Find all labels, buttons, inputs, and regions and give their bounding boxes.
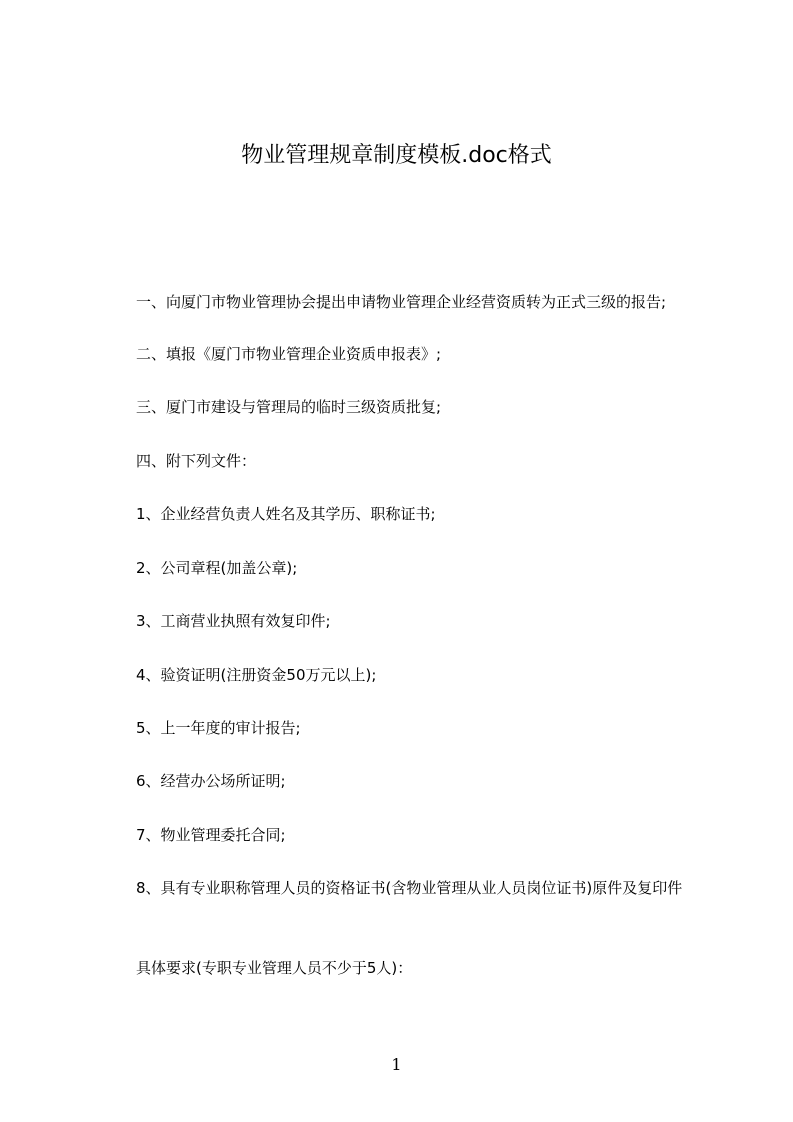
list-item-1: 1、企业经营负责人姓名及其学历、职称证书; (136, 505, 436, 523)
paragraph-3: 三、厦门市建设与管理局的临时三级资质批复; (136, 398, 442, 416)
list-item-3: 3、工商营业执照有效复印件; (136, 612, 331, 630)
list-item-8: 8、具有专业职称管理人员的资格证书(含物业管理从业人员岗位证书)原件及复印件 (136, 879, 683, 897)
paragraph-1: 一、向厦门市物业管理协会提出申请物业管理企业经营资质转为正式三级的报告; (136, 293, 667, 311)
paragraph-4: 四、附下列文件： (136, 452, 257, 470)
list-item-4: 4、验资证明(注册资金50万元以上); (136, 666, 377, 684)
list-item-5: 5、上一年度的审计报告; (136, 719, 301, 737)
list-item-2: 2、公司章程(加盖公章); (136, 559, 298, 577)
requirements-paragraph: 具体要求(专职专业管理人员不少于5人)： (136, 959, 413, 977)
list-item-7: 7、物业管理委托合同; (136, 826, 286, 844)
list-item-6: 6、经营办公场所证明; (136, 772, 286, 790)
document-title: 物业管理规章制度模板.doc格式 (241, 143, 552, 168)
paragraph-2: 二、填报《厦门市物业管理企业资质申报表》; (136, 345, 442, 363)
page-number: 1 (391, 1055, 402, 1074)
